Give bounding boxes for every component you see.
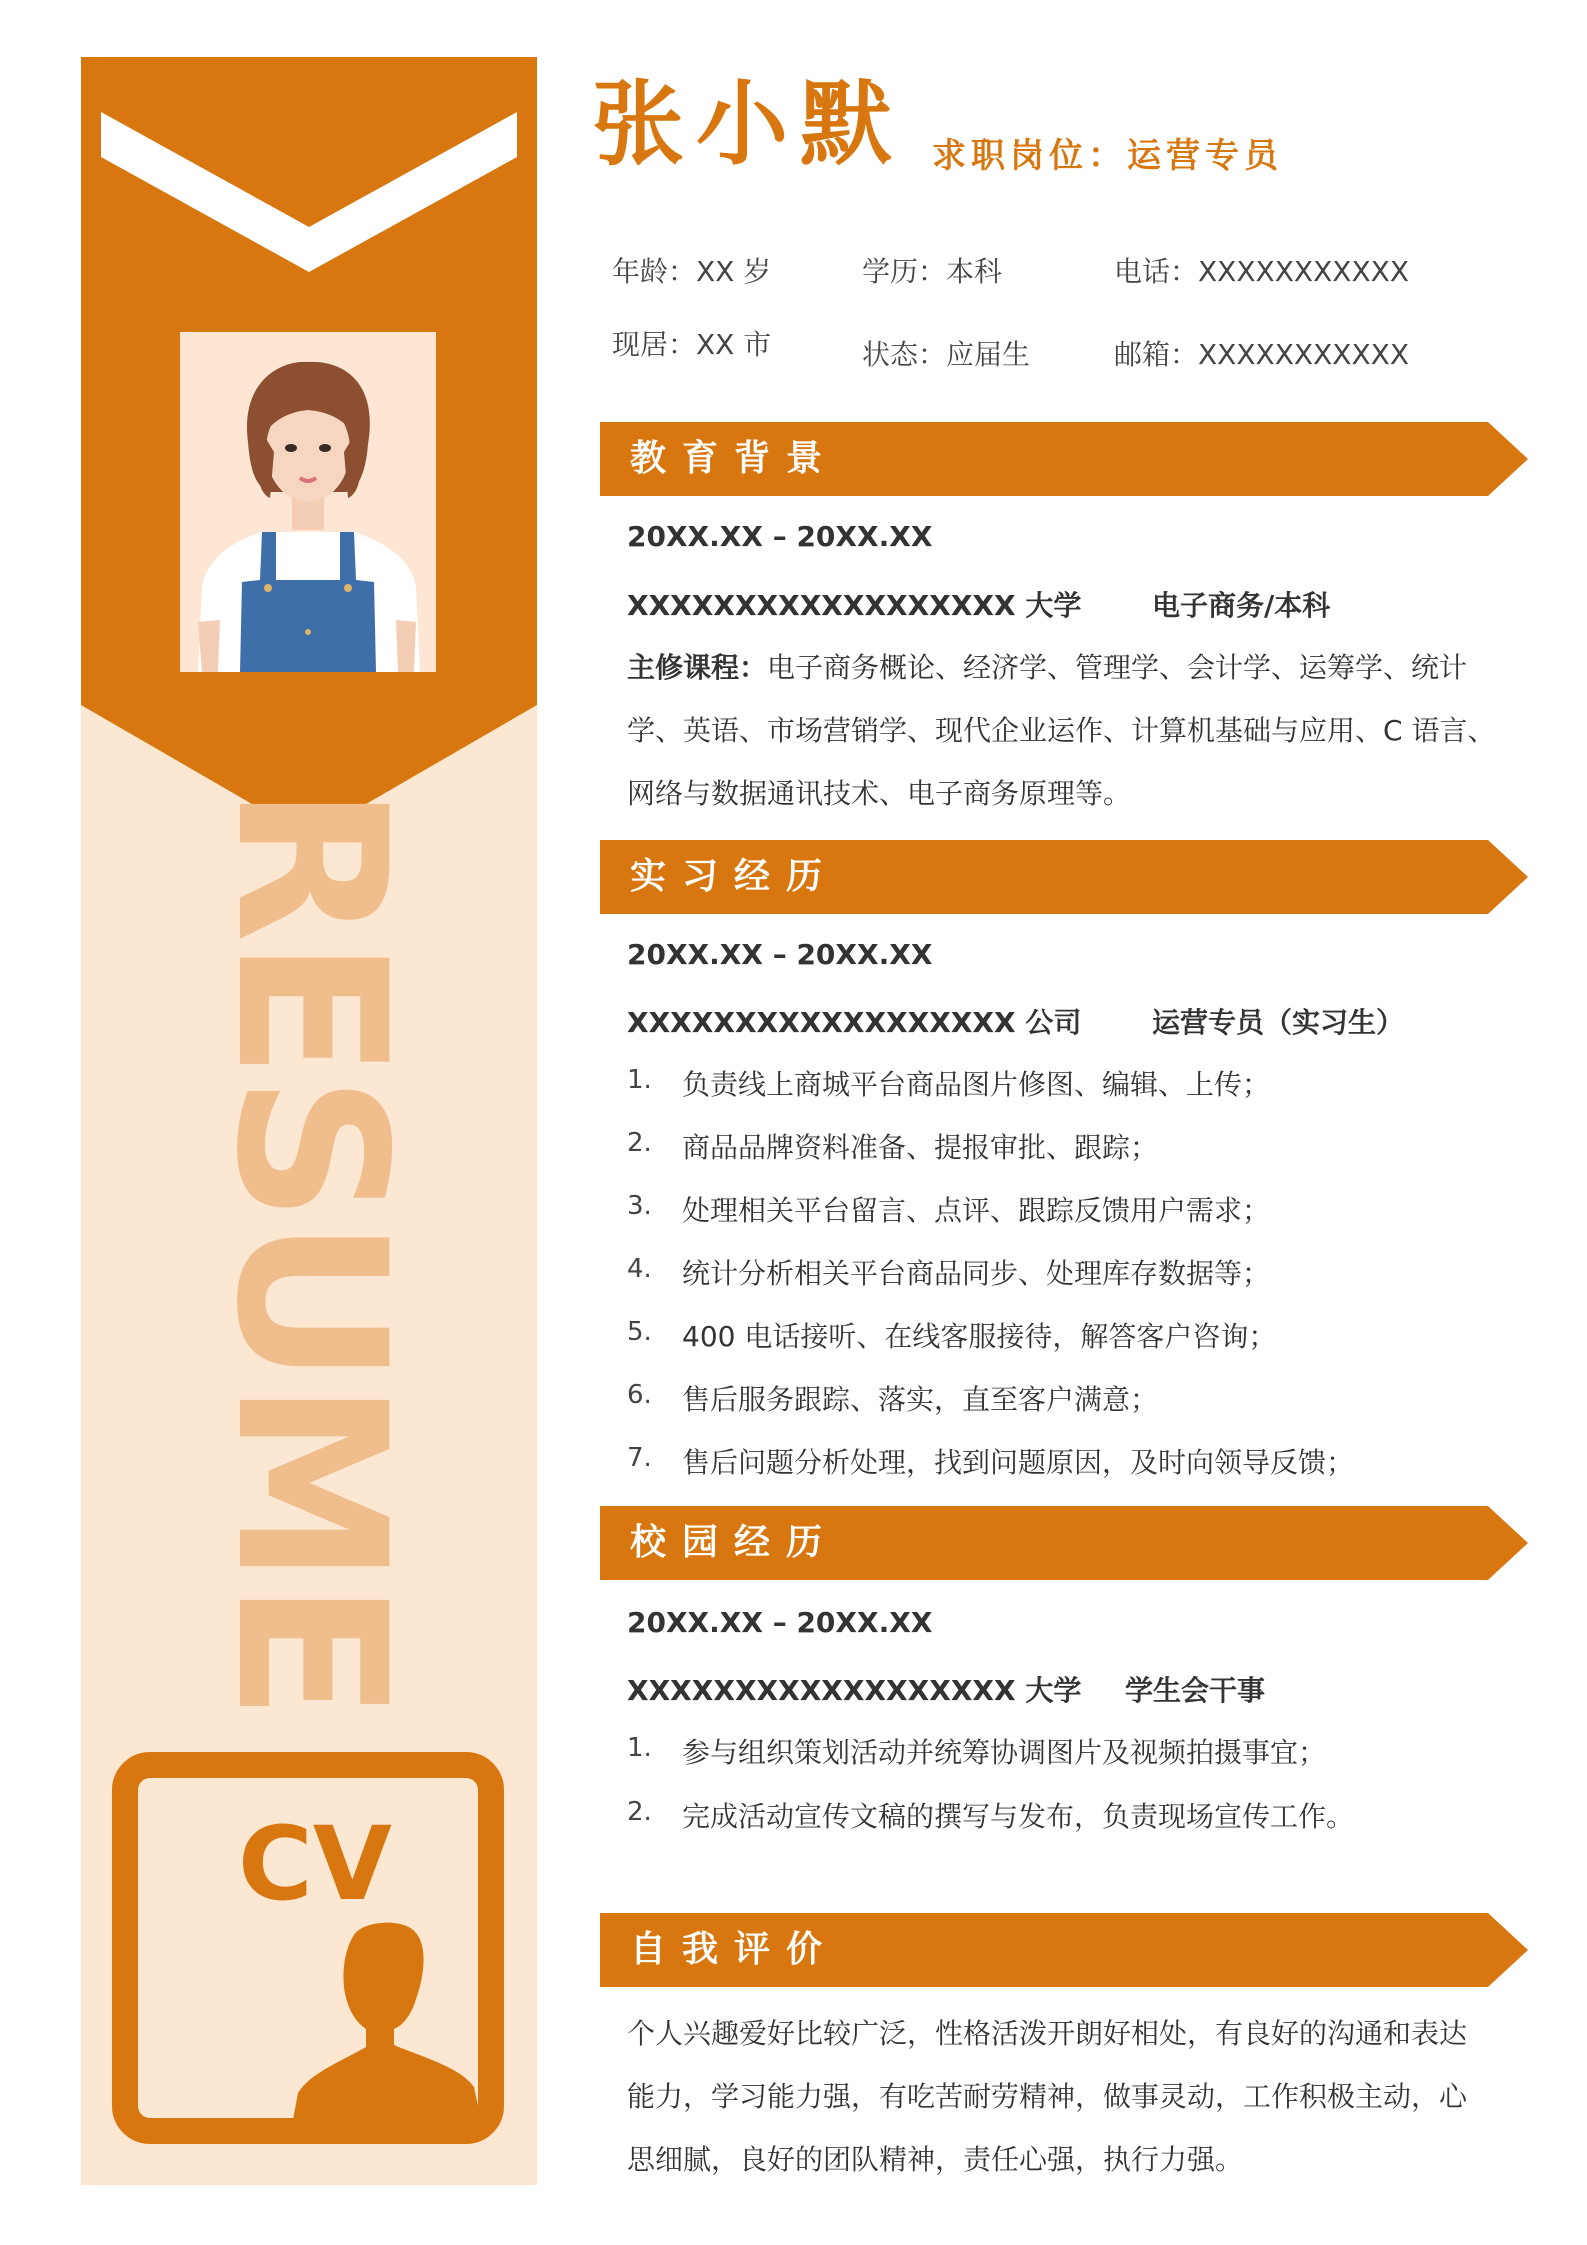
list-item: 统计分析相关平台商品同步、处理库存数据等；	[682, 1257, 1271, 1290]
target-job: 求职岗位：运营专员	[932, 136, 1283, 176]
list-item: 负责线上商城平台商品图片修图、编辑、上传；	[682, 1068, 1271, 1101]
education-school: XXXXXXXXXXXXXXXXXX 大学	[627, 589, 1082, 622]
list-item-number: 2.	[627, 1797, 652, 1827]
list-item: 售后服务跟踪、落实，直至客户满意；	[682, 1383, 1159, 1416]
info-age: 年龄：XX 岁	[612, 255, 772, 288]
section-header-education	[600, 422, 1530, 496]
profile-photo	[180, 332, 436, 672]
candidate-name: 张小默	[592, 70, 905, 178]
list-item-number: 7.	[627, 1443, 652, 1473]
education-major: 电子商务/本科	[1152, 589, 1331, 622]
info-education: 学历：本科	[862, 255, 1003, 288]
courses-label: 主修课程：	[627, 651, 768, 684]
cv-label: CV	[238, 1805, 392, 1924]
campus-date: 20XX.XX – 20XX.XX	[627, 1606, 933, 1639]
education-date: 20XX.XX – 20XX.XX	[627, 520, 933, 553]
list-item-number: 5.	[627, 1317, 652, 1347]
internship-role: 运营专员（实习生）	[1152, 1006, 1405, 1039]
list-item-number: 3.	[627, 1191, 652, 1221]
education-courses-line-3: 网络与数据通讯技术、电子商务原理等。	[627, 777, 1132, 810]
section-header-self-evaluation	[600, 1913, 1530, 1987]
list-item: 参与组织策划活动并统筹协调图片及视频拍摄事宜；	[682, 1736, 1327, 1769]
self-evaluation-line-2: 能力，学习能力强，有吃苦耐劳精神，做事灵动，工作积极主动，心	[627, 2080, 1468, 2113]
section-header-internship	[600, 840, 1530, 914]
list-item: 售后问题分析处理，找到问题原因，及时向领导反馈；	[682, 1446, 1355, 1479]
info-phone: 电话：XXXXXXXXXXX	[1114, 255, 1409, 288]
internship-date: 20XX.XX – 20XX.XX	[627, 938, 933, 971]
section-title: 教育背景	[630, 438, 839, 479]
list-item-number: 6.	[627, 1380, 652, 1410]
person-silhouette-icon	[292, 1917, 482, 2125]
list-item-number: 4.	[627, 1254, 652, 1284]
list-item-number: 2.	[627, 1128, 652, 1158]
campus-role: 学生会干事	[1125, 1674, 1266, 1707]
list-item: 400 电话接听、在线客服接待，解答客户咨询；	[682, 1320, 1277, 1353]
resume-watermark: RESUME	[191, 785, 429, 1718]
self-evaluation-line-3: 思细腻，良好的团队精神，责任心强，执行力强。	[627, 2143, 1244, 2176]
list-item: 商品品牌资料准备、提报审批、跟踪；	[682, 1131, 1159, 1164]
section-header-campus	[600, 1506, 1530, 1580]
list-item: 处理相关平台留言、点评、跟踪反馈用户需求；	[682, 1194, 1271, 1227]
chevron-down-icon	[81, 57, 537, 347]
cv-badge	[112, 1752, 504, 2144]
campus-school: XXXXXXXXXXXXXXXXXX 大学	[627, 1674, 1082, 1707]
list-item: 完成活动宣传文稿的撰写与发布，负责现场宣传工作。	[682, 1800, 1355, 1833]
list-item-number: 1.	[627, 1065, 652, 1095]
section-title: 实习经历	[630, 856, 839, 897]
section-title: 校园经历	[630, 1522, 839, 1563]
info-email: 邮箱：XXXXXXXXXXX	[1114, 338, 1409, 371]
courses-text: 电子商务概论、经济学、管理学、会计学、运筹学、统计	[767, 651, 1468, 684]
education-courses-line-1	[627, 646, 1467, 686]
self-evaluation-line-1: 个人兴趣爱好比较广泛，性格活泼开朗好相处，有良好的沟通和表达	[627, 2017, 1468, 2050]
info-status: 状态：应届生	[862, 338, 1031, 371]
section-title: 自我评价	[630, 1929, 839, 1970]
list-item-number: 1.	[627, 1733, 652, 1763]
education-courses-line-2: 学、英语、市场营销学、现代企业运作、计算机基础与应用、C 语言、	[627, 714, 1496, 747]
info-city: 现居：XX 市	[612, 328, 772, 361]
internship-company: XXXXXXXXXXXXXXXXXX 公司	[627, 1006, 1082, 1039]
